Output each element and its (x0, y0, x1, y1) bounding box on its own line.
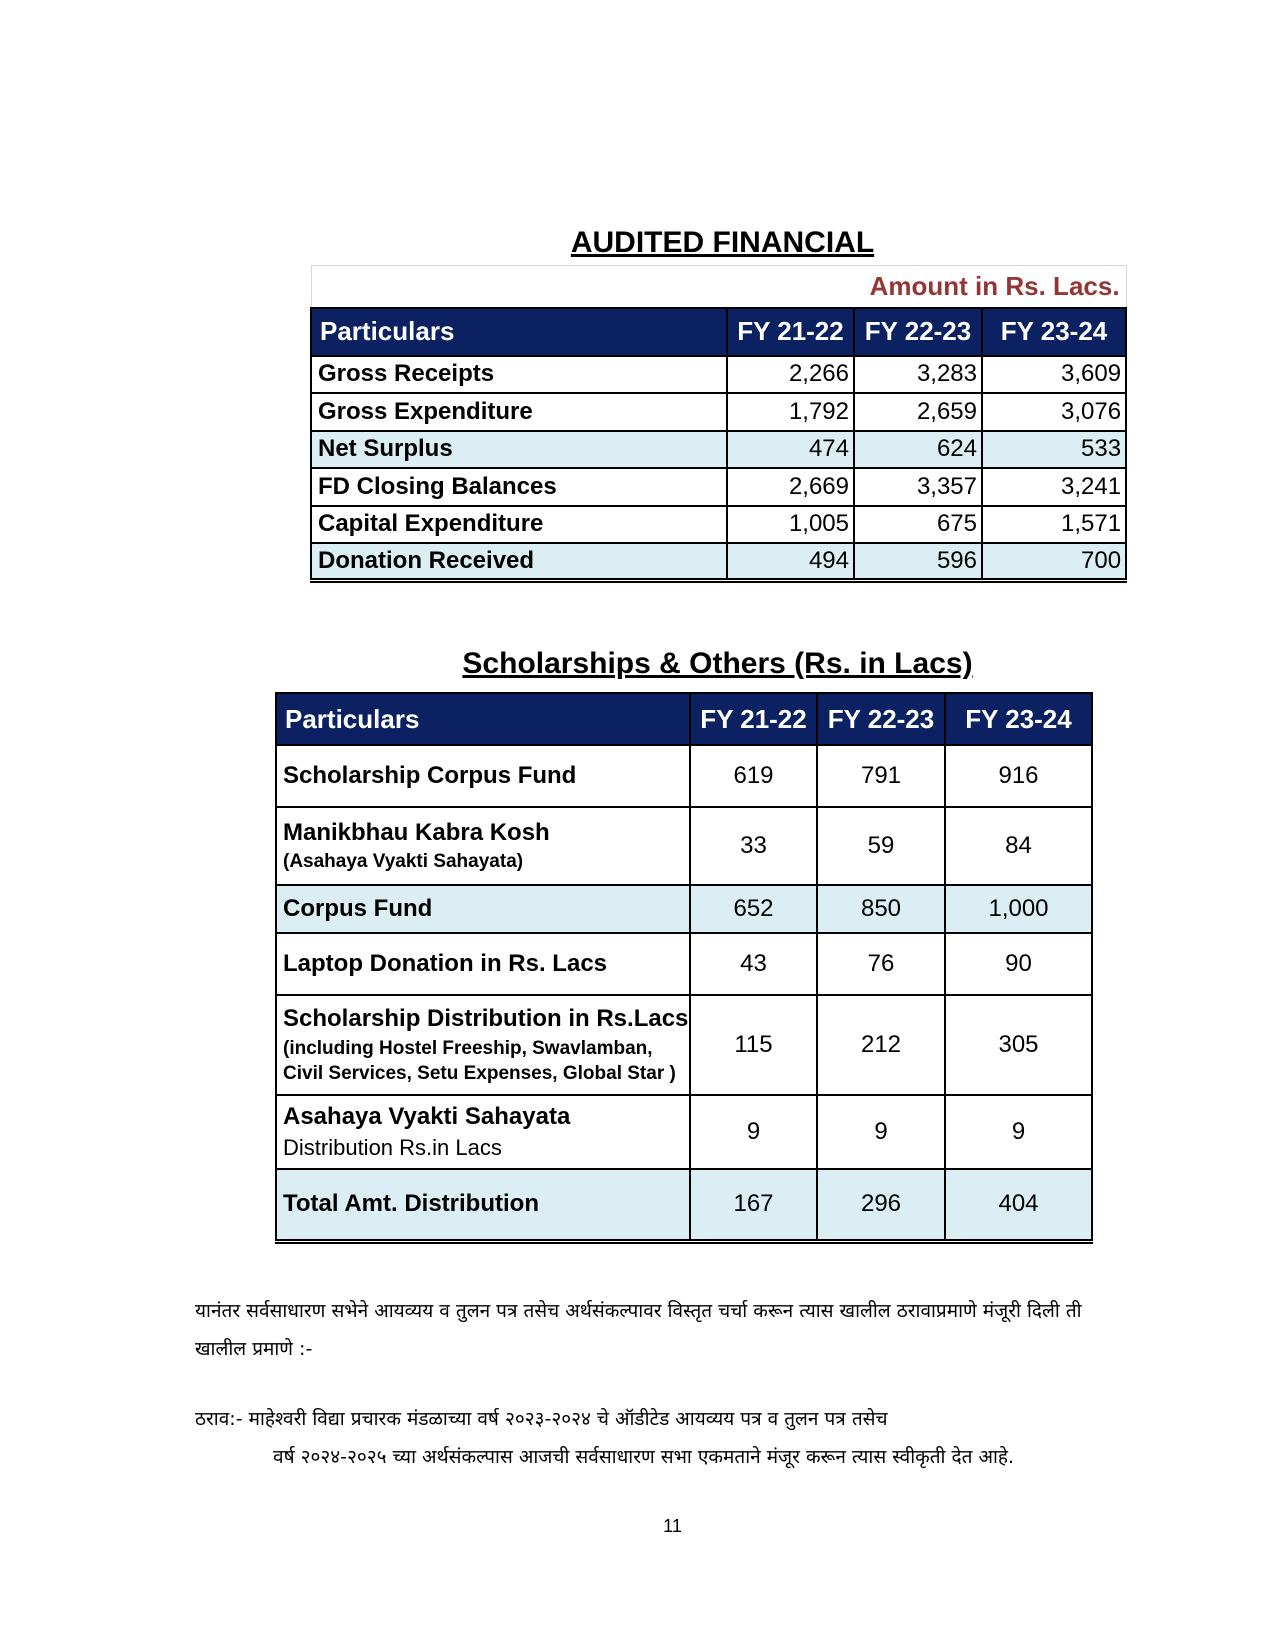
row-sublabel: Distribution Rs.in Lacs (283, 1135, 502, 1161)
value-fy-23-24: 1,000 (945, 885, 1092, 933)
value-fy-21-22: 167 (690, 1169, 817, 1241)
value-fy-22-23: 675 (854, 506, 982, 544)
resolution-label: ठराव:- (195, 1408, 243, 1430)
value-fy-22-23: 624 (854, 431, 982, 469)
value-fy-22-23: 3,357 (854, 468, 982, 506)
value-fy-22-23: 850 (817, 885, 945, 933)
resolution-paragraph (195, 1400, 1195, 1476)
value-fy-23-24: 3,076 (982, 393, 1126, 431)
value-fy-23-24: 533 (982, 431, 1126, 469)
value-fy-21-22: 115 (690, 995, 817, 1095)
value-fy-23-24: 3,241 (982, 468, 1126, 506)
body-paragraph: यानंतर सर्वसाधारण सभेने आयव्यय व तुलन पत्र तसेच अर्थसंकल्पावर विस्तृत चर्चा करून त्यास खालील ठरावाप्रमाणे मंजूरी दिली ती खालील प्रमाणे :- (195, 1300, 1082, 1360)
value-fy-23-24: 404 (945, 1169, 1092, 1241)
value-fy-23-24: 916 (945, 745, 1092, 807)
row-label-block (276, 807, 690, 885)
value-fy-23-24: 84 (945, 807, 1092, 885)
resolution-line-1: माहेश्वरी विद्या प्रचारक मंडळाच्या वर्ष २०२३-२०२४ चे ऑडीटेड आयव्यय पत्र व तुलन पत्र तसेच (242, 1408, 888, 1430)
value-fy-23-24: 305 (945, 995, 1092, 1095)
value-fy-21-22: 619 (690, 745, 817, 807)
row-label: Corpus Fund (276, 885, 690, 933)
table-row (276, 1095, 1092, 1169)
row-sublabel: (Asahaya Vyakti Sahayata) (283, 851, 524, 873)
value-fy-22-23: 791 (817, 745, 945, 807)
header-fy-23-24: FY 23-24 (945, 693, 1092, 745)
row-label: FD Closing Balances (311, 468, 727, 506)
value-fy-22-23: 76 (817, 933, 945, 995)
table-row (311, 356, 1126, 394)
row-sublabel: (including Hostel Freeship, Swavlamban, (283, 1037, 653, 1059)
value-fy-21-22: 474 (727, 431, 854, 469)
value-fy-21-22: 2,669 (727, 468, 854, 506)
row-label: Laptop Donation in Rs. Lacs (276, 933, 690, 995)
table-row (311, 393, 1126, 431)
value-fy-22-23: 296 (817, 1169, 945, 1241)
table-row (276, 1169, 1092, 1241)
value-fy-21-22: 9 (690, 1095, 817, 1169)
row-label-block (276, 1095, 690, 1169)
row-label-block (276, 995, 690, 1095)
header-fy-23-24: FY 23-24 (982, 308, 1126, 356)
row-label: Scholarship Distribution in Rs.Lacs (283, 1005, 689, 1033)
value-fy-22-23: 3,283 (854, 356, 982, 394)
value-fy-22-23: 9 (817, 1095, 945, 1169)
value-fy-21-22: 2,266 (727, 356, 854, 394)
table-row (276, 995, 1092, 1095)
row-label: Manikbhau Kabra Kosh (283, 818, 550, 846)
header-particulars: Particulars (276, 693, 690, 745)
row-label: Total Amt. Distribution (276, 1169, 690, 1241)
header-particulars: Particulars (311, 308, 727, 356)
row-label: Donation Received (311, 543, 727, 581)
value-fy-21-22: 33 (690, 807, 817, 885)
value-fy-23-24: 3,609 (982, 356, 1126, 394)
row-label: Net Surplus (311, 431, 727, 469)
value-fy-22-23: 596 (854, 543, 982, 581)
row-label: Asahaya Vyakti Sahayata (283, 1102, 571, 1130)
value-fy-23-24: 700 (982, 543, 1126, 581)
table-row (276, 745, 1092, 807)
table-row (276, 807, 1092, 885)
value-fy-23-24: 9 (945, 1095, 1092, 1169)
row-label: Gross Receipts (311, 356, 727, 394)
row-label: Capital Expenditure (311, 506, 727, 544)
value-fy-22-23: 2,659 (854, 393, 982, 431)
value-fy-23-24: 1,571 (982, 506, 1126, 544)
scholarships-table (275, 692, 1093, 1244)
value-fy-21-22: 43 (690, 933, 817, 995)
row-sublabel-2: Civil Services, Setu Expenses, Global Star ) (283, 1063, 676, 1085)
header-fy-21-22: FY 21-22 (727, 308, 854, 356)
header-fy-22-23: FY 22-23 (854, 308, 982, 356)
value-fy-22-23: 59 (817, 807, 945, 885)
audited-financial-table (310, 265, 1127, 583)
scholarships-title: Scholarships & Others (Rs. in Lacs) (462, 647, 973, 680)
table-row (276, 885, 1092, 933)
audited-financial-title: AUDITED FINANCIAL (570, 226, 875, 259)
resolution-line-2: वर्ष २०२४-२०२५ च्या अर्थसंकल्पास आजची सर्वसाधारण सभा एकमताने मंजूर करून त्यास स्वीकृती देत आहे. (273, 1446, 1015, 1468)
table-row (311, 431, 1126, 469)
table-row (276, 933, 1092, 995)
amount-note: Amount in Rs. Lacs. (311, 266, 1126, 308)
page-number: 11 (663, 1516, 682, 1536)
value-fy-23-24: 90 (945, 933, 1092, 995)
value-fy-21-22: 494 (727, 543, 854, 581)
header-fy-22-23: FY 22-23 (817, 693, 945, 745)
value-fy-21-22: 652 (690, 885, 817, 933)
table-row (311, 506, 1126, 544)
value-fy-21-22: 1,792 (727, 393, 854, 431)
row-label: Scholarship Corpus Fund (276, 745, 690, 807)
value-fy-22-23: 212 (817, 995, 945, 1095)
value-fy-21-22: 1,005 (727, 506, 854, 544)
table-row (311, 543, 1126, 581)
row-label: Gross Expenditure (311, 393, 727, 431)
table-row (311, 468, 1126, 506)
header-fy-21-22: FY 21-22 (690, 693, 817, 745)
